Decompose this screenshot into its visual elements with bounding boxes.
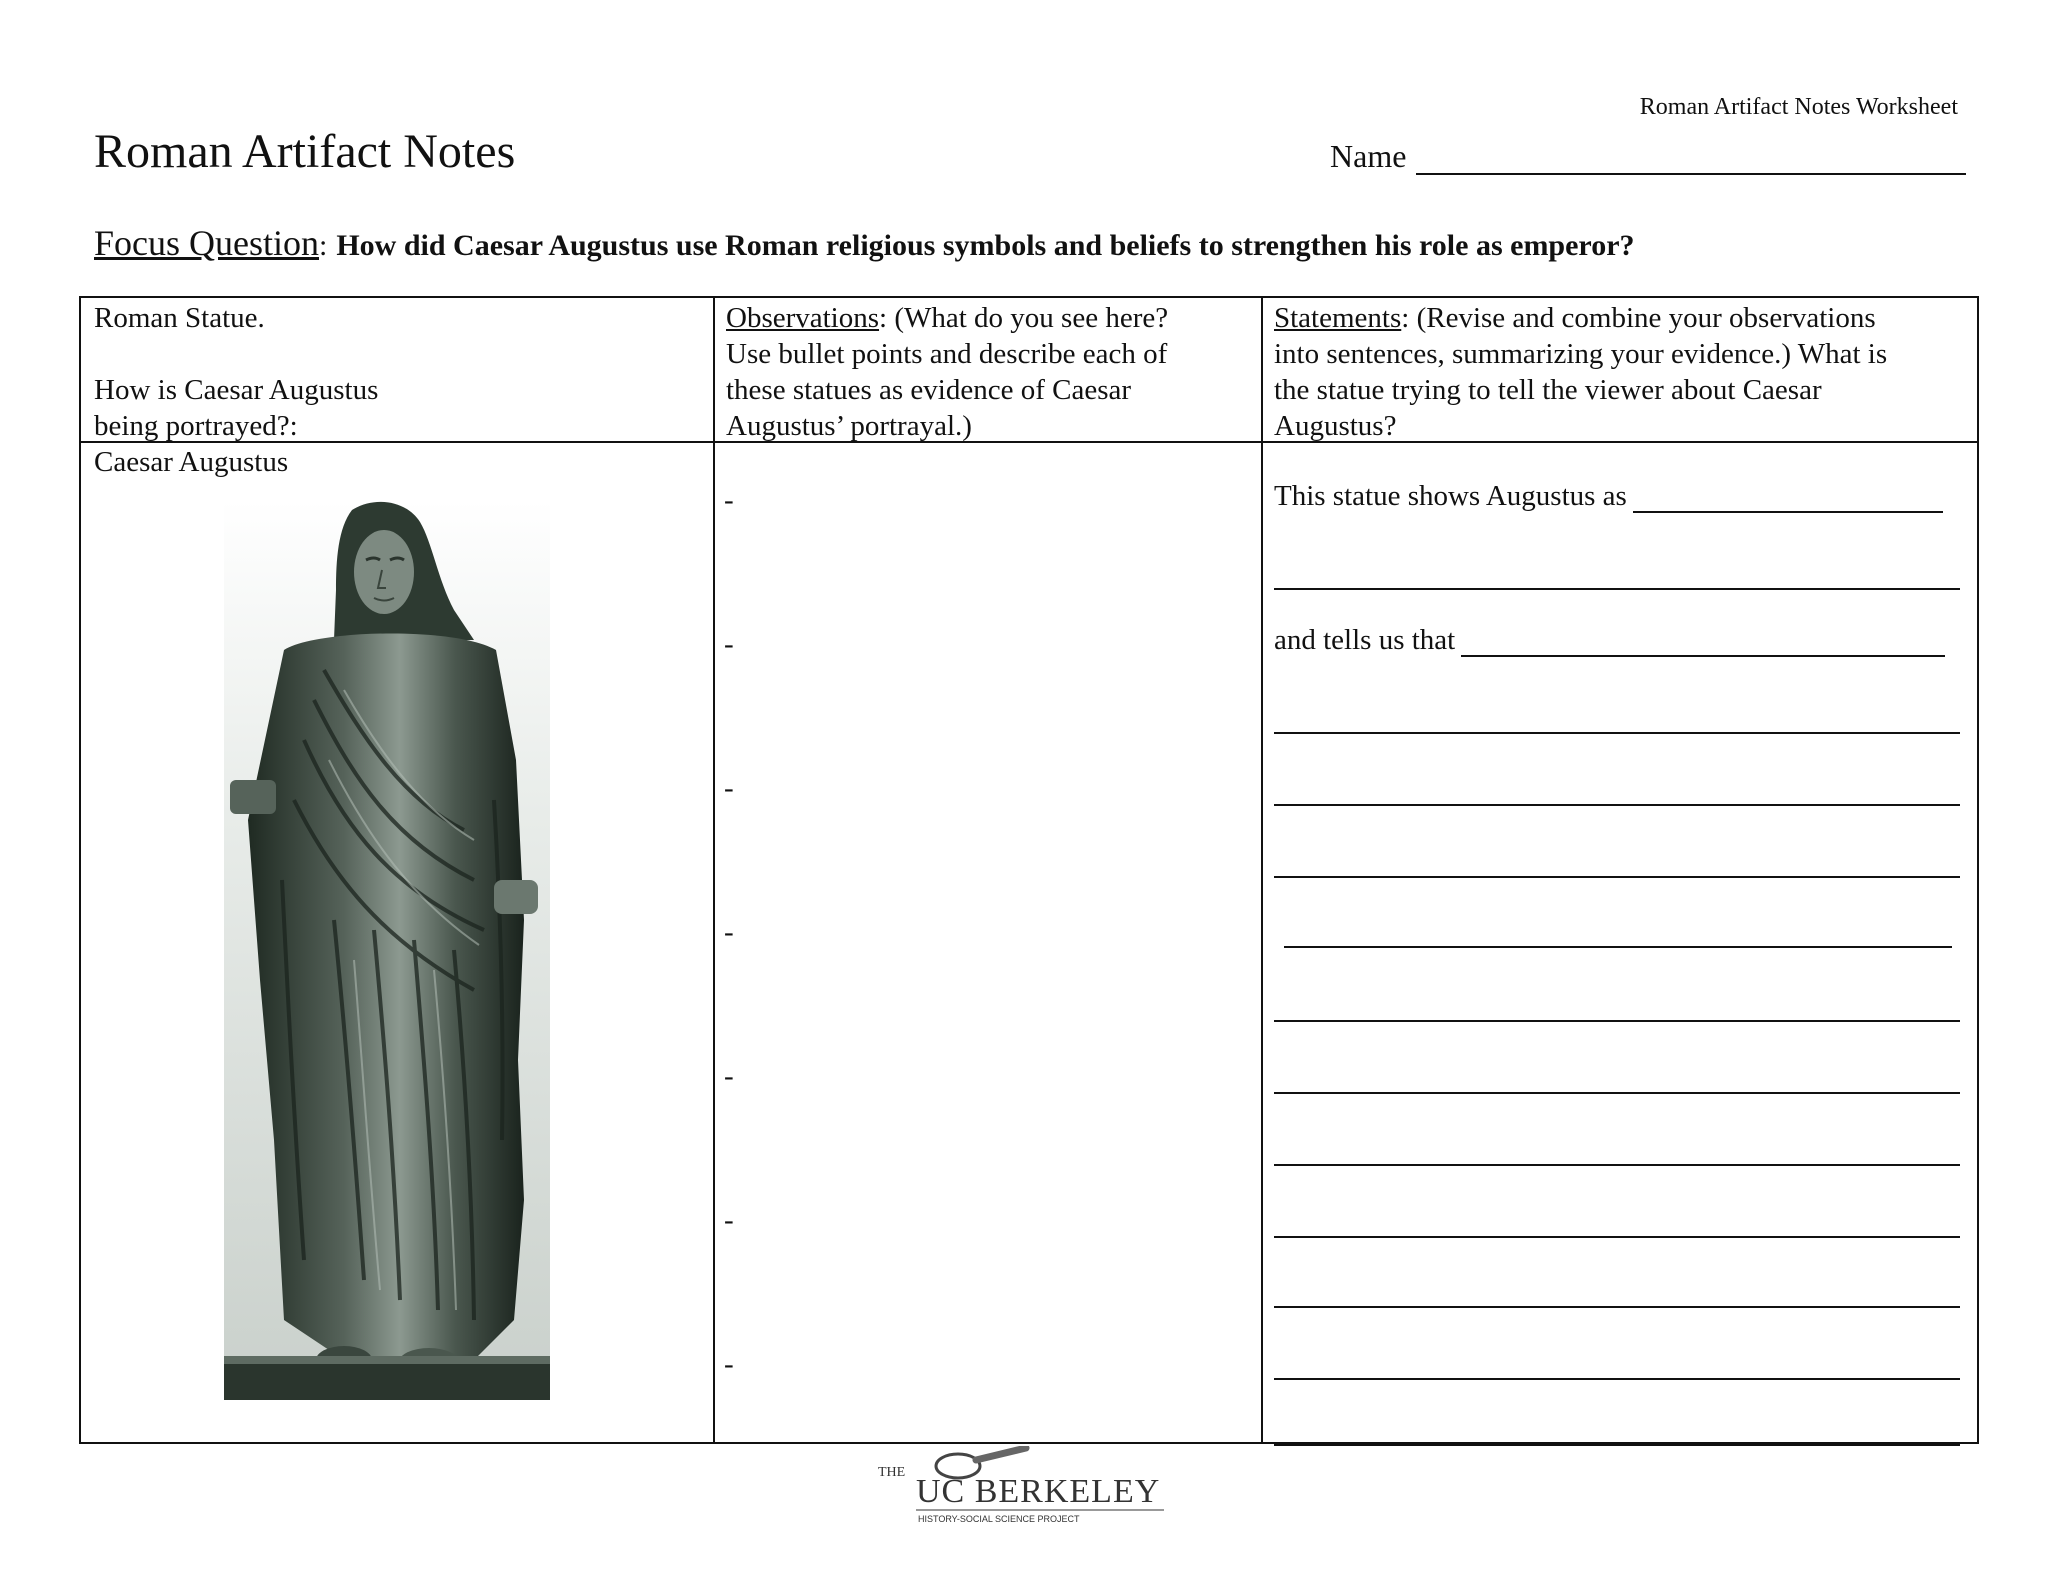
name-field[interactable] <box>1330 138 1966 175</box>
observation-bullet[interactable]: - <box>724 772 734 804</box>
col1-header <box>94 300 378 444</box>
column-divider <box>1261 298 1263 1442</box>
statement-line[interactable] <box>1274 1092 1960 1094</box>
col1-header-line: How is Caesar Augustus <box>94 374 379 406</box>
col2-header-line: : (What do you see here? <box>879 302 1169 334</box>
statement-line[interactable] <box>1274 732 1960 734</box>
doc-label: Roman Artifact Notes Worksheet <box>1639 94 1958 120</box>
statements-label: Statements <box>1274 302 1402 334</box>
augustus-statue-image <box>224 500 550 1400</box>
focus-question <box>94 222 1635 264</box>
statement-line[interactable] <box>1274 1020 1960 1022</box>
statue-subject: Caesar Augustus <box>94 446 289 478</box>
observation-bullet[interactable]: - <box>724 484 734 516</box>
statement-fill-line[interactable] <box>1461 629 1945 657</box>
col2-header-line: Augustus’ portrayal.) <box>726 410 972 442</box>
uc-berkeley-logo <box>876 1446 1166 1526</box>
focus-text: How did Caesar Augustus use Roman religious symbols and beliefs to strengthen his role as emperor? <box>336 229 1635 262</box>
statement-line[interactable] <box>1274 804 1960 806</box>
statement-line[interactable] <box>1274 1378 1960 1380</box>
col3-header-line: the statue trying to tell the viewer about Caesar <box>1274 374 1822 406</box>
statement-prompt-2[interactable] <box>1274 624 1945 657</box>
observation-bullet[interactable]: - <box>724 628 734 660</box>
col3-header-line: into sentences, summarizing your evidence.) What is <box>1274 338 1888 370</box>
name-label: Name <box>1330 138 1407 174</box>
statement-line[interactable] <box>1274 1236 1960 1238</box>
statement-line[interactable] <box>1274 588 1960 590</box>
statement-line[interactable] <box>1274 1444 1960 1446</box>
statement-line[interactable] <box>1274 876 1960 878</box>
statement-line[interactable] <box>1284 946 1952 948</box>
col2-header <box>726 300 1168 444</box>
statement-fill-line[interactable] <box>1633 485 1943 513</box>
observation-bullet[interactable]: - <box>724 1348 734 1380</box>
observation-bullet[interactable]: - <box>724 1060 734 1092</box>
col2-header-line: these statues as evidence of Caesar <box>726 374 1132 406</box>
col3-header-line: : (Revise and combine your observations <box>1401 302 1876 334</box>
logo-sub: HISTORY-SOCIAL SCIENCE PROJECT <box>918 1514 1080 1524</box>
statement-line[interactable] <box>1274 1164 1960 1166</box>
name-line[interactable] <box>1416 143 1966 175</box>
logo-the: THE <box>878 1465 906 1480</box>
col3-header-line: Augustus? <box>1274 410 1397 442</box>
col3-header <box>1274 300 1887 444</box>
focus-label: Focus Question <box>94 223 319 263</box>
col1-header-line: Roman Statue. <box>94 302 265 334</box>
page-title: Roman Artifact Notes <box>94 125 516 178</box>
column-divider <box>713 298 715 1442</box>
focus-colon: : <box>319 229 328 262</box>
observation-bullet[interactable]: - <box>724 1204 734 1236</box>
observation-bullet[interactable]: - <box>724 916 734 948</box>
col2-header-line: Use bullet points and describe each of <box>726 338 1168 370</box>
col1-header-line: being portrayed?: <box>94 410 298 442</box>
logo-name: UC BERKELEY <box>916 1473 1161 1510</box>
observations-label: Observations <box>726 302 880 334</box>
statement-prompt-text: This statue shows Augustus as <box>1274 480 1627 512</box>
statement-prompt-1[interactable] <box>1274 480 1943 513</box>
statement-prompt-text: and tells us that <box>1274 624 1456 656</box>
statement-line[interactable] <box>1274 1306 1960 1308</box>
